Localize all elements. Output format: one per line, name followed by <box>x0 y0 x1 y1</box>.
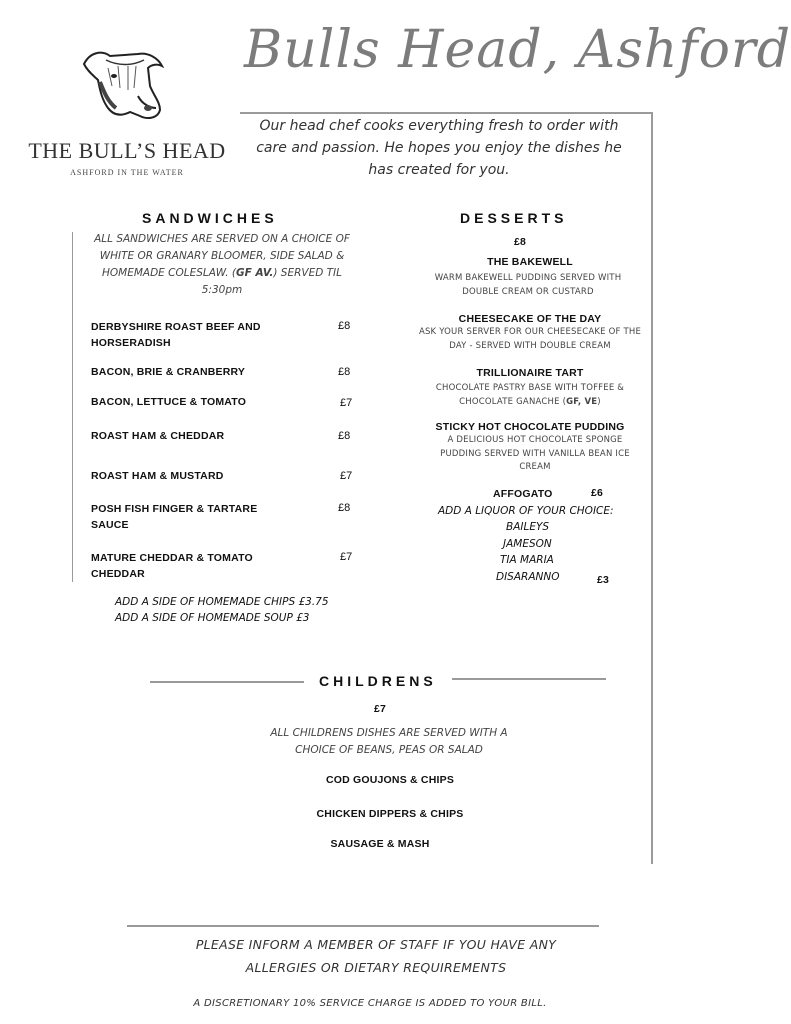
dessert-desc: A DELICIOUS HOT CHOCOLATE SPONGE PUDDING SERVED WITH VANILLA BEAN ICE CREAM <box>440 435 630 472</box>
sandwich-item: MATURE CHEDDAR & TOMATO CHEDDAR <box>91 552 253 580</box>
sandwiches-note: ALL SANDWICHES ARE SERVED ON A CHOICE OF WHITE OR GRANARY BLOOMER, SIDE SALAD & HOMEMADE COLESLAW. (GF AV.) SERVED TIL 5:30pm <box>94 233 350 296</box>
dessert-item: THE BAKEWELL <box>487 256 573 268</box>
liquor-item: BAILEYS <box>506 521 550 533</box>
frame-right-line <box>651 112 653 864</box>
liquor-item: TIA MARIA <box>500 554 554 566</box>
childrens-item: COD GOUJONS & CHIPS <box>325 774 455 786</box>
sandwich-addon: ADD A SIDE OF HOMEMADE CHIPS £3.75 <box>115 596 329 608</box>
sandwiches-heading: SANDWICHES <box>142 210 278 226</box>
childrens-rule-left <box>150 681 304 683</box>
bull-head-icon <box>78 46 168 124</box>
sandwich-item: BACON, BRIE & CRANBERRY <box>91 366 246 378</box>
dessert-item: TRILLIONAIRE TART <box>476 367 584 379</box>
desserts-price: £8 <box>513 236 527 248</box>
frame-top-line <box>240 112 653 114</box>
sandwich-price: £8 <box>338 366 351 378</box>
liquor-item: DISARANNO <box>496 571 560 583</box>
childrens-item: SAUSAGE & MASH <box>330 838 430 850</box>
allergy-notice: PLEASE INFORM A MEMBER OF STAFF IF YOU HAVE ANY ALLERGIES OR DIETARY REQUIREMENTS <box>195 937 557 975</box>
liquor-price: £3 <box>597 574 610 586</box>
service-charge-notice: A DISCRETIONARY 10% SERVICE CHARGE IS ADDED TO YOUR BILL. <box>193 998 547 1009</box>
affogato-price: £6 <box>591 487 604 499</box>
intro-text: Our head chef cooks everything fresh to order with care and passion. He hopes you enjoy the dishes he has created for you. <box>256 118 622 178</box>
sandwich-price: £8 <box>338 502 351 514</box>
sandwich-price: £7 <box>340 397 353 409</box>
sandwich-item: DERBYSHIRE ROAST BEEF AND HORSERADISH <box>91 321 261 349</box>
logo-subtitle: ASHFORD IN THE WATER <box>70 168 184 177</box>
childrens-price: £7 <box>373 703 387 715</box>
logo <box>22 46 232 181</box>
footer-rule <box>127 925 599 927</box>
sandwich-item: BACON, LETTUCE & TOMATO <box>91 396 247 408</box>
page-title: Bulls Head, Ashford <box>244 20 791 80</box>
dessert-desc: WARM BAKEWELL PUDDING SERVED WITH DOUBLE CREAM OR CUSTARD <box>434 273 622 297</box>
dessert-desc: CHOCOLATE PASTRY BASE WITH TOFFEE & CHOCOLATE GANACHE (GF, VE) <box>435 383 625 407</box>
sandwich-item: ROAST HAM & CHEDDAR <box>91 430 225 442</box>
childrens-note: ALL CHILDRENS DISHES ARE SERVED WITH A CHOICE OF BEANS, PEAS OR SALAD <box>270 727 508 756</box>
childrens-heading: CHILDRENS <box>319 673 437 689</box>
liquor-item: JAMESON <box>503 538 552 550</box>
sandwich-item: ROAST HAM & MUSTARD <box>91 470 224 482</box>
desserts-heading: DESSERTS <box>460 210 568 226</box>
dessert-item: CHEESECAKE OF THE DAY <box>458 313 602 325</box>
sandwich-price: £7 <box>340 470 353 482</box>
sandwich-price: £8 <box>338 320 351 332</box>
childrens-item: CHICKEN DIPPERS & CHIPS <box>316 808 464 820</box>
affogato-item: AFFOGATO <box>493 488 553 500</box>
sandwich-item: POSH FISH FINGER & TARTARE SAUCE <box>91 503 258 531</box>
dessert-item: STICKY HOT CHOCOLATE PUDDING <box>435 421 625 433</box>
liquor-title: ADD A LIQUOR OF YOUR CHOICE: <box>438 505 614 517</box>
sandwich-price: £8 <box>338 430 351 442</box>
dessert-desc: ASK YOUR SERVER FOR OUR CHEESECAKE OF THE DAY - SERVED WITH DOUBLE CREAM <box>418 327 642 351</box>
logo-name: THE BULL’S HEAD <box>28 138 226 163</box>
sandwich-addon: ADD A SIDE OF HOMEMADE SOUP £3 <box>115 612 310 624</box>
sandwich-price: £7 <box>340 551 353 563</box>
sandwich-left-line <box>72 232 73 582</box>
childrens-rule-right <box>452 678 606 680</box>
